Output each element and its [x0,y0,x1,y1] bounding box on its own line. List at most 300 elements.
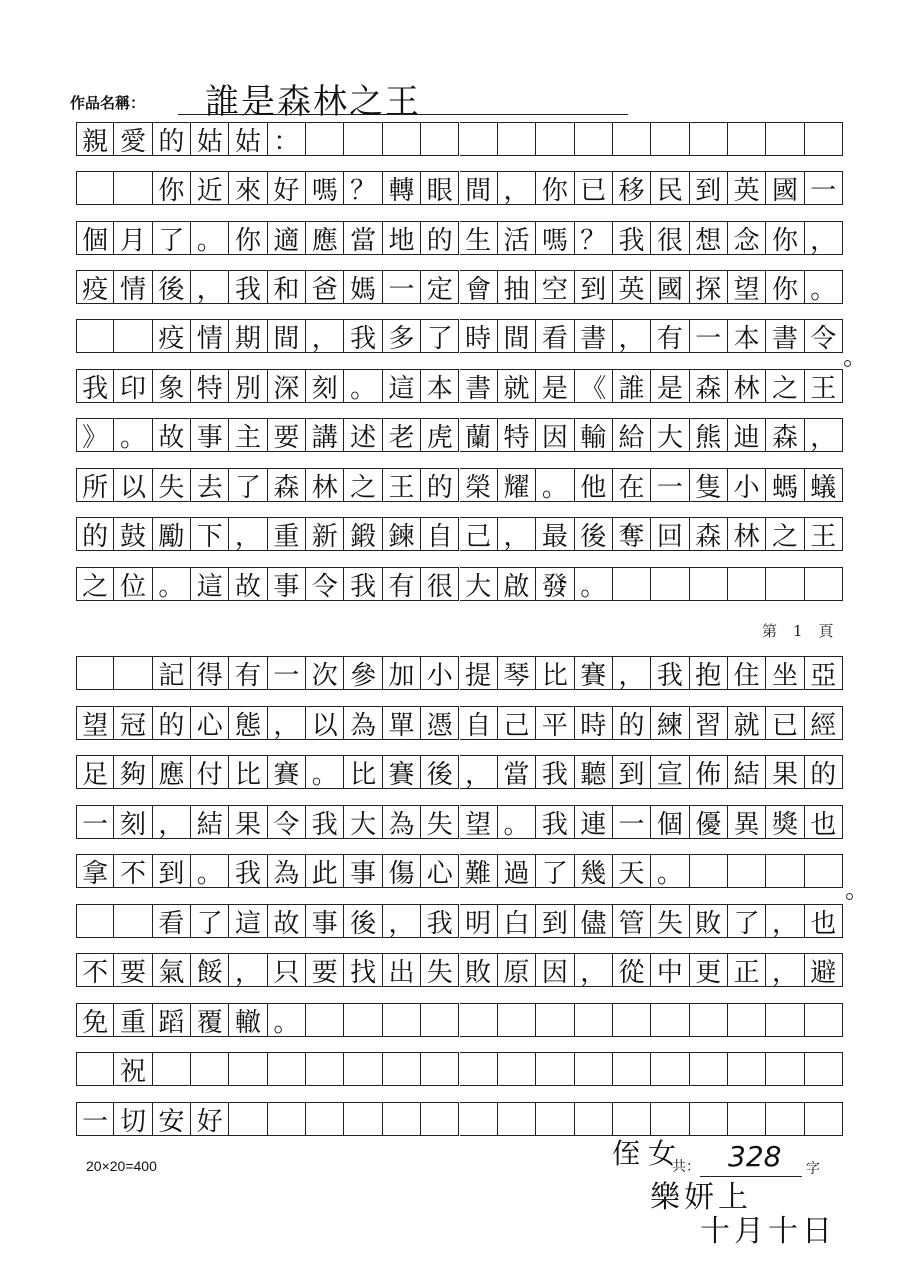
grid-cell: 比 [536,656,574,690]
grid-cell: 熊 [690,418,728,452]
grid-cell: 個 [651,805,689,839]
grid-cell: 林 [306,468,344,502]
grid-cell: 令 [268,805,306,839]
grid-cell [651,1102,689,1136]
grid-cell: 轍 [229,1003,267,1037]
grid-cell: 更 [690,953,728,987]
grid-cell: 位 [114,567,152,601]
grid-cell: 看 [536,319,574,353]
grid-cell [728,567,766,601]
grid-cell: 一 [76,1102,114,1136]
grid-cell: 。 [114,418,152,452]
grid-cell: 多 [383,319,421,353]
grid-cell: 了 [421,319,459,353]
margin-dot [844,360,851,367]
grid-cell: 中 [651,953,689,987]
grid-cell: 憑 [421,706,459,740]
grid-cell [766,854,804,888]
grid-cell: 因 [536,953,574,987]
grid-cell: 也 [805,805,843,839]
grid-cell [306,1052,344,1086]
grid-cell: 一 [805,171,843,205]
grid-cell: 重 [114,1003,152,1037]
grid-row [76,755,843,789]
grid-cell: 避 [805,953,843,987]
grid-cell [306,122,344,156]
grid-row [76,369,843,403]
grid-cell: 森 [766,418,804,452]
grid-cell: ， [191,270,229,304]
grid-cell: 經 [805,706,843,740]
grid-cell: 的 [805,755,843,789]
char-unit: 字 [806,1161,820,1177]
grid-cell: 情 [114,270,152,304]
grid-cell [383,1003,421,1037]
grid-cell: 國 [766,171,804,205]
grid-cell: 了 [229,468,267,502]
grid-cell: 因 [536,418,574,452]
grid-cell: 探 [690,270,728,304]
grid-cell: 小 [728,468,766,502]
grid-cell: 刻 [114,805,152,839]
grid-cell: 給 [613,418,651,452]
grid-cell: 宣 [651,755,689,789]
grid-cell [460,1102,498,1136]
grid-cell: 你 [229,221,267,255]
grid-cell: 故 [153,418,191,452]
grid-cell: 從 [613,953,651,987]
grid-cell: 生 [460,221,498,255]
grid-cell: 特 [191,369,229,403]
grid-cell [536,1052,574,1086]
grid-cell: 賽 [383,755,421,789]
grid-cell: ， [613,656,651,690]
grid-cell: 蹈 [153,1003,191,1037]
grid-cell: 琴 [498,656,536,690]
grid-cell: 要 [268,418,306,452]
grid-cell: 。 [651,854,689,888]
grid-cell [575,1052,613,1086]
grid-cell [613,122,651,156]
grid-cell: 去 [191,468,229,502]
grid-row [76,517,843,551]
grid-cell: 念 [728,221,766,255]
grid-cell: 記 [153,656,191,690]
grid-cell: 所 [76,468,114,502]
grid-cell: 蟻 [805,468,843,502]
grid-cell: 後 [153,270,191,304]
grid-cell [766,1102,804,1136]
grid-cell: 望 [728,270,766,304]
grid-cell: 失 [421,953,459,987]
grid-row [76,1052,843,1086]
grid-cell: 之 [344,468,382,502]
title-value: 誰是森林之王 [205,82,421,122]
grid-cell: 的 [421,221,459,255]
grid-cell: 空 [536,270,574,304]
grid-cell [191,1052,229,1086]
grid-cell: 我 [229,270,267,304]
grid-cell: 疫 [153,319,191,353]
grid-cell: 傷 [383,854,421,888]
grid-cell: 幾 [575,854,613,888]
grid-cell: 我 [421,904,459,938]
grid-cell: 當 [498,755,536,789]
grid-cell: 活 [498,221,536,255]
grid-cell: 不 [76,953,114,987]
grid-cell: 事 [306,904,344,938]
grid-cell: 只 [268,953,306,987]
grid-cell [690,122,728,156]
grid-cell: 我 [76,369,114,403]
grid-cell [460,1003,498,1037]
grid-cell: 事 [191,418,229,452]
grid-cell: 奪 [613,517,651,551]
grid-cell: 移 [613,171,651,205]
grid-cell [728,122,766,156]
grid-cell: 是 [536,369,574,403]
grid-cell [460,1052,498,1086]
grid-cell: 這 [229,904,267,938]
grid-cell [76,319,114,353]
grid-cell: 佈 [690,755,728,789]
grid-count-label: 20×20=400 [86,1158,157,1174]
grid-cell: 回 [651,517,689,551]
grid-cell: 我 [229,854,267,888]
grid-cell: 姑 [229,122,267,156]
grid-cell: 虎 [421,418,459,452]
grid-cell: 原 [498,953,536,987]
date: 十月十日 [700,1214,836,1249]
grid-cell: 參 [344,656,382,690]
grid-cell: 國 [651,270,689,304]
grid-cell: 加 [383,656,421,690]
grid-cell: 最 [536,517,574,551]
grid-cell: 迪 [728,418,766,452]
grid-cell: 間 [498,319,536,353]
grid-cell: 講 [306,418,344,452]
grid-cell [383,1052,421,1086]
grid-cell: 覆 [191,1003,229,1037]
grid-cell [690,1003,728,1037]
grid-cell: 有 [651,319,689,353]
grid-cell: 果 [766,755,804,789]
grid-cell [536,1003,574,1037]
grid-cell: 森 [690,517,728,551]
grid-cell: ， [268,706,306,740]
grid-cell [498,1052,536,1086]
grid-cell [728,1003,766,1037]
grid-cell: 想 [690,221,728,255]
grid-cell: 聽 [575,755,613,789]
grid-cell: 之 [766,517,804,551]
grid-cell: 。 [344,369,382,403]
grid-cell: 已 [766,706,804,740]
grid-cell: 時 [575,706,613,740]
grid-cell: 單 [383,706,421,740]
grid-cell: 找 [344,953,382,987]
grid-row [76,904,843,938]
grid-cell: 己 [460,517,498,551]
grid-cell [383,122,421,156]
grid-cell: 下 [191,517,229,551]
grid-cell: 發 [536,567,574,601]
grid-cell [575,1102,613,1136]
grid-cell [383,1102,421,1136]
grid-cell: 和 [268,270,306,304]
grid-cell: 疫 [76,270,114,304]
grid-cell: 期 [229,319,267,353]
grid-cell [153,1052,191,1086]
grid-cell: 耀 [498,468,536,502]
title-label: 作品名稱： [70,94,146,112]
grid-cell: 的 [76,517,114,551]
grid-cell: 應 [306,221,344,255]
grid-cell: 管 [613,904,651,938]
grid-cell: 。 [191,221,229,255]
grid-cell: 這 [383,369,421,403]
grid-cell: 難 [460,854,498,888]
grid-cell [536,122,574,156]
grid-cell [114,171,152,205]
grid-cell: 到 [153,854,191,888]
grid-cell: 螞 [766,468,804,502]
grid-cell: 大 [460,567,498,601]
grid-cell: 你 [766,270,804,304]
grid-cell: 你 [536,171,574,205]
grid-cell: 民 [651,171,689,205]
grid-cell: 失 [153,468,191,502]
grid-cell: 象 [153,369,191,403]
grid-cell [344,1052,382,1086]
grid-cell: 得 [191,656,229,690]
grid-cell: 適 [268,221,306,255]
grid-cell: 此 [306,854,344,888]
grid-cell: 鍊 [383,517,421,551]
grid-cell: 他 [575,468,613,502]
grid-cell: 己 [498,706,536,740]
grid-cell: 鼓 [114,517,152,551]
grid-cell: 。 [536,468,574,502]
grid-cell: ？ [575,221,613,255]
grid-cell: 時 [460,319,498,353]
grid-cell: 比 [229,755,267,789]
grid-cell [805,1003,843,1037]
grid-cell: 老 [383,418,421,452]
grid-cell [536,1102,574,1136]
grid-cell [229,1102,267,1136]
grid-row [76,1102,843,1136]
grid-cell [766,122,804,156]
grid-cell: 天 [613,854,651,888]
grid-row [76,656,843,690]
grid-cell: ， [613,319,651,353]
grid-cell: 。 [306,755,344,789]
grid-cell: 自 [421,517,459,551]
grid-cell: 出 [383,953,421,987]
grid-cell: 書 [460,369,498,403]
grid-cell: 明 [460,904,498,938]
grid-cell: 令 [306,567,344,601]
grid-cell: 心 [421,854,459,888]
grid-cell: 之 [766,369,804,403]
grid-cell: 這 [191,567,229,601]
grid-cell: 別 [229,369,267,403]
grid-cell [268,1102,306,1136]
grid-cell [114,904,152,938]
grid-cell: 就 [728,706,766,740]
grid-cell: 媽 [344,270,382,304]
grid-cell: 了 [728,904,766,938]
grid-cell: 述 [344,418,382,452]
grid-cell: 賽 [575,656,613,690]
grid-cell: 夠 [114,755,152,789]
grid-cell: 一 [613,805,651,839]
grid-cell: 優 [690,805,728,839]
grid-cell: ， [306,319,344,353]
grid-row [76,418,843,452]
grid-cell: 是 [651,369,689,403]
grid-cell [728,854,766,888]
grid-cell: 後 [344,904,382,938]
grid-cell: 嗎 [306,171,344,205]
grid-cell: 林 [728,517,766,551]
grid-cell: ， [575,953,613,987]
grid-cell: 我 [536,755,574,789]
grid-cell: 重 [268,517,306,551]
grid-cell: 的 [153,122,191,156]
grid-cell: 林 [728,369,766,403]
grid-cell: 敗 [460,953,498,987]
grid-cell: 亞 [805,656,843,690]
grid-cell: 就 [498,369,536,403]
grid-cell: ： [268,122,306,156]
grid-cell: 王 [805,369,843,403]
grid-cell: 已 [575,171,613,205]
grid-cell: 的 [153,706,191,740]
grid-cell: 以 [114,468,152,502]
grid-cell: 近 [191,171,229,205]
grid-cell: 敗 [690,904,728,938]
grid-cell: 結 [191,805,229,839]
grid-row [76,468,843,502]
grid-cell [498,1102,536,1136]
grid-cell: 在 [613,468,651,502]
grid-cell: 獎 [766,805,804,839]
grid-cell: ， [229,517,267,551]
grid-cell: 姑 [191,122,229,156]
grid-cell: 祝 [114,1052,152,1086]
grid-cell [421,122,459,156]
grid-cell: 事 [268,567,306,601]
grid-cell: 坐 [766,656,804,690]
grid-cell: 異 [728,805,766,839]
grid-cell: 次 [306,656,344,690]
grid-cell: 王 [383,468,421,502]
grid-cell [268,1052,306,1086]
grid-cell: 轉 [383,171,421,205]
grid-cell: 果 [229,805,267,839]
grid-cell [805,567,843,601]
grid-cell: 勵 [153,517,191,551]
grid-cell: 刻 [306,369,344,403]
grid-cell [344,122,382,156]
grid-cell: 大 [651,418,689,452]
grid-cell: 間 [268,319,306,353]
grid-cell [613,1003,651,1037]
grid-cell [690,1052,728,1086]
grid-cell: 氣 [153,953,191,987]
grid-cell: 賽 [268,755,306,789]
grid-cell: 書 [575,319,613,353]
grid-cell: 好 [268,171,306,205]
grid-cell: 練 [651,706,689,740]
grid-cell [613,1052,651,1086]
grid-cell: 個 [76,221,114,255]
grid-cell [805,1102,843,1136]
grid-cell [421,1003,459,1037]
grid-cell: 來 [229,171,267,205]
grid-cell: 心 [191,706,229,740]
grid-row [76,567,843,601]
grid-cell: 你 [153,171,191,205]
grid-cell: 冠 [114,706,152,740]
grid-cell: 看 [153,904,191,938]
grid-cell: 一 [690,319,728,353]
grid-cell: 。 [575,567,613,601]
grid-cell [575,1003,613,1037]
grid-cell [805,854,843,888]
grid-cell: 失 [651,904,689,938]
grid-cell: 住 [728,656,766,690]
grid-cell: 提 [460,656,498,690]
grid-cell: 要 [114,953,152,987]
grid-row [76,122,843,156]
grid-cell [613,1102,651,1136]
grid-cell: 本 [728,319,766,353]
grid-cell: 當 [344,221,382,255]
grid-cell: 新 [306,517,344,551]
grid-cell [690,854,728,888]
grid-cell: 。 [805,270,843,304]
grid-cell: 我 [613,221,651,255]
grid-cell: 望 [460,805,498,839]
grid-cell [613,567,651,601]
grid-cell: 拿 [76,854,114,888]
grid-cell: 輸 [575,418,613,452]
grid-row [76,805,843,839]
grid-cell: 故 [268,904,306,938]
grid-cell: 足 [76,755,114,789]
grid-cell: 印 [114,369,152,403]
grid-row [76,221,843,255]
grid-cell: 隻 [690,468,728,502]
grid-cell: 應 [153,755,191,789]
grid-cell: 過 [498,854,536,888]
grid-row [76,854,843,888]
margin-dot [846,893,853,900]
grid-cell: 小 [421,656,459,690]
signature: 樂妍上 [650,1180,752,1215]
grid-cell [344,1102,382,1136]
grid-cell: 我 [536,805,574,839]
grid-cell [76,171,114,205]
grid-cell: 情 [191,319,229,353]
grid-cell: 安 [153,1102,191,1136]
grid-cell: 我 [306,805,344,839]
char-count: 328 [728,1140,782,1173]
grid-cell: 態 [229,706,267,740]
